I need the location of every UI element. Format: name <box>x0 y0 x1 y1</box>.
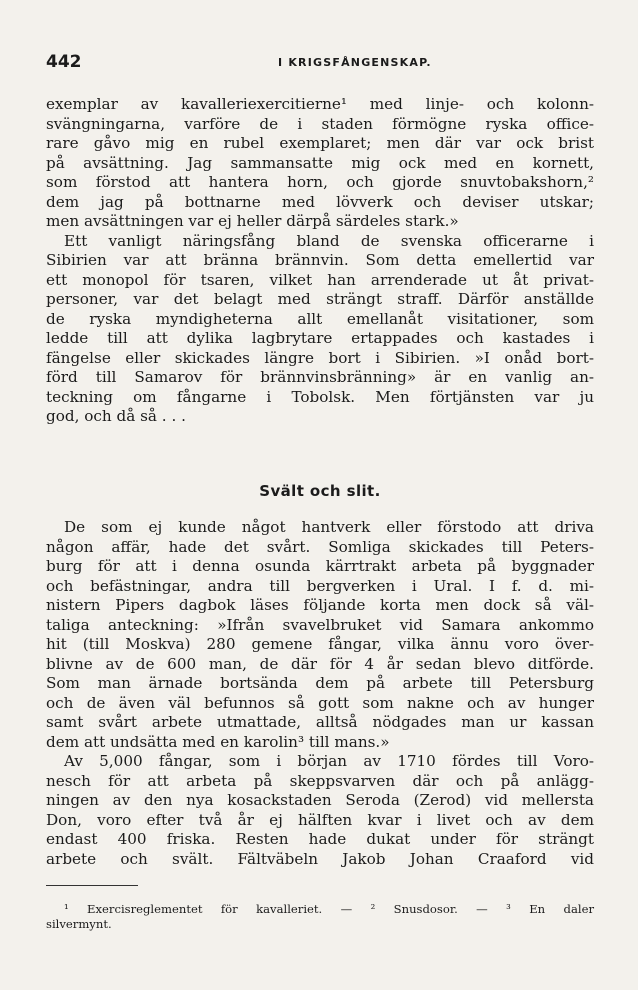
text-line: som förstod att hantera horn, och gjorde snuvtobakshorn,² <box>46 173 594 191</box>
footnote-line: ¹ Exercisreglementet för kavalleriet. — ² Snusdosor. — ³ En daler <box>64 902 594 916</box>
page-number: 442 <box>46 52 82 72</box>
text-line: burg för att i denna osunda kärrtrakt arbeta på byggnader <box>46 557 594 575</box>
text-line: men avsättningen var ej heller därpå särdeles stark.» <box>46 212 459 230</box>
text-line: taliga anteckning: »Ifrån svavelbruket vid Samara ankommo <box>46 615 594 634</box>
footnotes <box>46 902 594 932</box>
text-line: på avsättning. Jag sammansatte mig ock med en kornett, <box>46 153 594 172</box>
text-line: teckning om fångarne i Tobolsk. Men förtjänsten var ju <box>46 387 594 406</box>
text-line: De som ej kunde något hantverk eller förstodo att driva <box>64 518 594 536</box>
section-heading: Svält och slit. <box>259 482 381 500</box>
text-line: förd till Samarov för brännvinsbränning» är en vanlig an- <box>46 368 594 386</box>
text-line: nesch för att arbeta på skeppsvarven där och på anlägg- <box>46 771 594 790</box>
text-line: arbete och svält. Fältväbeln Jakob Johan Craaford vid <box>46 849 594 868</box>
text-line: de ryska myndigheterna allt emellanåt visitationer, som <box>46 309 594 328</box>
text-line: och befästningar, andra till bergverken i Ural. I f. d. mi- <box>46 576 594 595</box>
body-text-bottom <box>46 518 594 869</box>
text-line: blivne av de 600 man, de där för 4 år sedan blevo ditförde. <box>46 654 594 673</box>
text-line: någon affär, hade det svårt. Somliga skickades till Peters- <box>46 537 594 556</box>
text-line: Som man ärnade bortsända dem på arbete till Petersburg <box>46 674 594 692</box>
text-line: ningen av den nya kosackstaden Seroda (Zerod) vid mellersta <box>46 791 594 809</box>
running-head: I KRIGSFÅNGENSKAP. <box>278 56 432 69</box>
text-line: Don, voro efter två år ej hälften kvar i livet och av dem <box>46 810 594 829</box>
page-header <box>46 52 596 76</box>
text-line: Av 5,000 fångar, som i början av 1710 fördes till Voro- <box>64 752 594 770</box>
text-line: svängningarna, varföre de i staden förmögne ryska office- <box>46 114 594 133</box>
text-line: personer, var det belagt med strängt straff. Därför anställde <box>46 290 594 308</box>
text-line: exemplar av kavalleriexercitierne¹ med linje- och kolonn- <box>46 95 594 113</box>
text-line: Ett vanligt näringsfång bland de svenska officerarne i <box>64 231 594 250</box>
text-line: rare gåvo mig en rubel exemplaret; men där var ock brist <box>46 134 594 152</box>
text-line: hit (till Moskva) 280 gemene fångar, vilka ännu voro över- <box>46 635 594 653</box>
text-line: god, och då så . . . <box>46 407 186 425</box>
text-line: dem jag på bottnarne med lövverk och deviser utskar; <box>46 192 594 211</box>
text-line: dem att undsätta med en karolin³ till mans.» <box>46 732 390 751</box>
text-line: endast 400 friska. Resten hade dukat under för strängt <box>46 830 594 848</box>
text-line: Sibirien var att bränna brännvin. Som detta emellertid var <box>46 251 594 269</box>
text-line: nistern Pipers dagbok läses följande korta men dock så väl- <box>46 596 594 614</box>
footnote-line: silvermynt. <box>46 917 112 931</box>
text-line: och de även väl befunnos så gott som nakne och av hunger <box>46 693 594 712</box>
text-line: fängelse eller skickades längre bort i Sibirien. »I onåd bort- <box>46 348 594 367</box>
text-line: ett monopol för tsaren, vilket han arrenderade ut åt privat- <box>46 270 594 289</box>
footnote-divider <box>46 885 138 886</box>
body-text-top <box>46 95 594 427</box>
text-line: samt svårt arbete utmattade, alltså nödgades man ur kassan <box>46 713 594 731</box>
text-line: ledde till att dylika lagbrytare ertappades och kastades i <box>46 329 594 347</box>
